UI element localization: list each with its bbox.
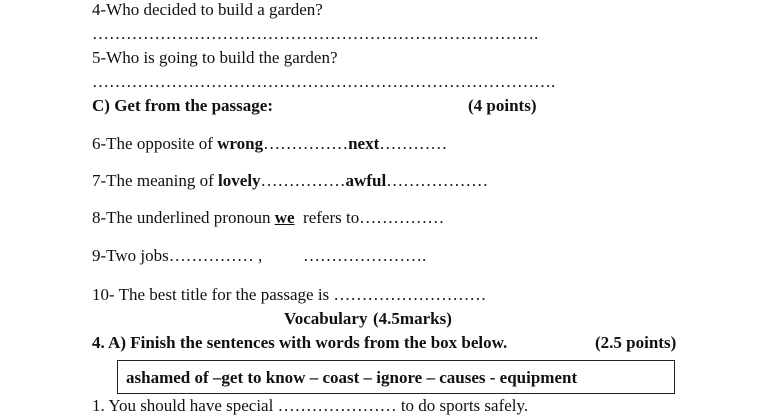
answer-line-4 xyxy=(92,25,538,42)
question-7-dots-2: ……………… xyxy=(386,171,489,190)
word-box xyxy=(117,360,675,394)
vocabulary-marks xyxy=(373,310,452,327)
exercise-4a-instruction xyxy=(92,334,507,351)
question-9-second-blank xyxy=(303,247,426,264)
word-wrong: wrong xyxy=(217,134,264,153)
question-6 xyxy=(92,135,447,152)
word-awful: awful xyxy=(345,171,387,190)
question-6-dots-2: ………… xyxy=(379,134,448,153)
sentence-1-text: 1. You should have special ………………… to do sports safely. xyxy=(92,396,529,415)
section-c-title xyxy=(92,97,273,114)
question-6-prefix: 6-The opposite of xyxy=(92,134,218,153)
question-5 xyxy=(92,49,338,66)
exercise-4a-points xyxy=(595,334,676,351)
question-8 xyxy=(92,209,444,226)
question-4-text: 4-Who decided to build a garden? xyxy=(92,0,323,19)
question-10-text: 10- The best title for the passage is ……………………… xyxy=(92,285,487,304)
question-6-dots-1: …………… xyxy=(263,134,349,153)
question-7-prefix: 7-The meaning of xyxy=(92,171,219,190)
vocabulary-marks-text: (4.5marks) xyxy=(373,309,452,328)
question-8-suffix: refers to…………… xyxy=(294,208,445,227)
question-9 xyxy=(92,247,262,264)
question-9-text: 9-Two jobs…………… , xyxy=(92,246,263,265)
exercise-4a-points-text: (2.5 points) xyxy=(595,333,677,352)
underlined-word-we: we xyxy=(274,208,295,227)
question-7 xyxy=(92,172,488,189)
question-4 xyxy=(92,1,323,18)
vocabulary-heading xyxy=(284,310,367,327)
question-8-prefix: 8-The underlined pronoun xyxy=(92,208,275,227)
question-9-dots: …………………. xyxy=(303,246,427,265)
word-box-text: ashamed of –get to know – coast – ignore – causes - equipment xyxy=(126,368,578,387)
section-c-points xyxy=(468,97,536,114)
question-7-dots-1: …………… xyxy=(260,171,346,190)
answer-dots-5: ………………………………………………………………………. xyxy=(92,72,556,91)
exercise-4a-title: 4. A) Finish the sentences with words from the box below. xyxy=(92,333,508,352)
sentence-1-cut-off xyxy=(92,397,528,414)
question-10 xyxy=(92,286,486,303)
answer-line-5 xyxy=(92,73,555,90)
question-5-text: 5-Who is going to build the garden? xyxy=(92,48,338,67)
word-lovely: lovely xyxy=(218,171,261,190)
vocabulary-title: Vocabulary xyxy=(284,309,368,328)
section-c-points-text: (4 points) xyxy=(468,96,537,115)
answer-dots-4: ……………………………………………………………………. xyxy=(92,24,539,43)
word-next: next xyxy=(348,134,380,153)
section-c-heading: C) Get from the passage: xyxy=(92,96,273,115)
